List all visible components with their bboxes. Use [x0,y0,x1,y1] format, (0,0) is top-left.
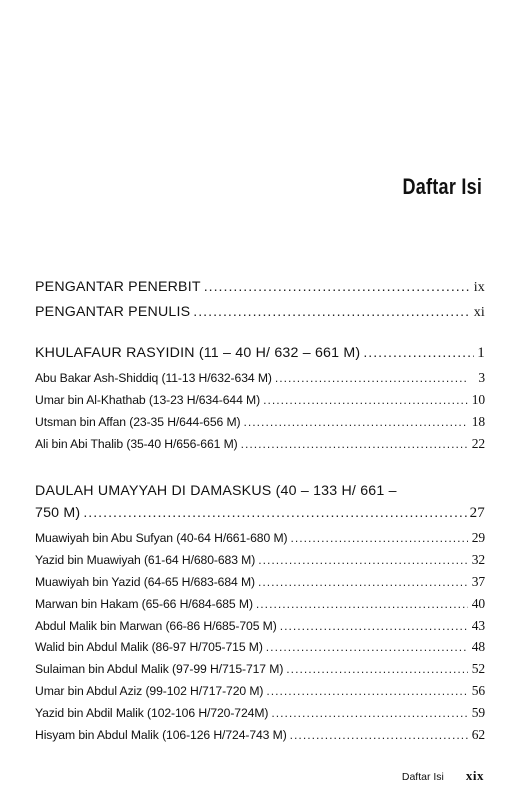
toc-entry-page: 18 [471,413,485,429]
toc-entry-title: Muawiyah bin Abu Sufyan (40-64 H/661-680 M) [35,531,288,545]
toc-entry-page: 40 [471,595,485,611]
toc-entry-title: Hisyam bin Abdul Malik (106-126 H/724-743 M) [35,728,287,743]
dot-leader [363,345,474,361]
toc-entry [35,639,485,661]
section-khulafaur-rasyidin [35,345,485,458]
page-title: Daftar Isi [402,174,482,199]
section-heading [35,345,485,370]
toc-entry [35,618,485,640]
dot-leader [290,531,468,545]
toc-entry-page: 62 [471,727,485,743]
toc-entry [35,552,485,574]
dot-leader [286,662,468,676]
section-daulah-umayyah [35,483,485,749]
toc-entry-page: 59 [471,705,485,721]
toc-entry [35,279,485,304]
toc-entry-page: 3 [478,370,485,385]
toc-entry-title: Abu Bakar Ash-Shiddiq (11-13 H/632-634 M) [35,371,272,385]
toc-entry [35,705,485,727]
toc-entry [35,661,485,683]
toc-entry-title: Sulaiman bin Abdul Malik (97-99 H/715-717 M) [35,662,284,677]
toc-entry [35,727,485,749]
toc-entry-title: Umar bin Al-Khathab (13-23 H/634-644 M) [35,392,261,407]
dot-leader [258,575,468,589]
section-heading [35,483,485,530]
toc-entry-title: Yazid bin Muawiyah (61-64 H/680-683 M) [35,552,256,567]
toc-entry-title: PENGANTAR PENERBIT [35,279,201,295]
dot-leader [280,619,468,633]
dot-leader [266,684,468,698]
dot-leader [266,640,468,654]
toc-entry-title: Ali bin Abi Thalib (35-40 H/656-661 M) [35,436,238,451]
toc-entry [35,683,485,705]
toc-entry-title: Walid bin Abdul Malik (86-97 H/705-715 M) [35,640,263,655]
toc-entry [35,370,485,392]
toc-entry [35,574,485,596]
toc-entry-page: 32 [471,551,485,567]
section-title: KHULAFAUR RASYIDIN (11 – 40 H/ 632 – 661 M) [35,345,361,361]
dot-leader [258,553,468,567]
toc-entry-page: 10 [471,391,485,407]
section-entries [35,530,485,749]
dot-leader [275,371,468,385]
toc-entry-page: 48 [471,639,485,655]
dot-leader [241,437,468,451]
section-title-line-1: DAULAH UMAYYAH DI DAMASKUS (40 – 133 H/ 661 – [35,483,397,499]
dot-leader [271,706,468,720]
dot-leader [83,505,466,521]
toc-entry-page: 22 [471,435,485,451]
toc-entry-title: Yazid bin Abdil Malik (102-106 H/720-724M) [35,706,269,721]
dot-leader [244,415,468,429]
toc-entry-title: Muawiyah bin Yazid (64-65 H/683-684 M) [35,574,255,589]
toc-entry [35,436,485,458]
dot-leader [290,728,468,742]
toc-entry-page: 29 [471,530,485,545]
toc-entry-title: Umar bin Abdul Aziz (99-102 H/717-720 M) [35,684,264,699]
section-title-line-2: 750 M) [35,505,81,521]
section-page: 1 [477,345,485,361]
toc-entry-title: Abdul Malik bin Marwan (66-86 H/685-705 M) [35,618,277,633]
toc-entry [35,304,485,329]
toc-entry-page: 52 [471,661,485,677]
running-footer-label: Daftar Isi [401,771,444,783]
dot-leader [193,304,470,320]
toc-entry [35,596,485,618]
toc-entry-page: 56 [471,683,485,699]
section-entries [35,370,485,458]
page-number: xix [465,768,484,783]
dot-leader [204,279,471,295]
toc-entry-title: Marwan bin Hakam (65-66 H/684-685 M) [35,596,253,611]
section-title-line-2-row [35,505,485,530]
toc-entry [35,414,485,436]
toc-entry [35,530,485,552]
toc-entry-page: 37 [471,573,485,589]
dot-leader [256,597,468,611]
toc-entry-title: PENGANTAR PENULIS [35,304,191,320]
toc-entry [35,392,485,414]
front-matter-list [35,279,485,329]
page-footer [402,768,484,784]
toc-entry-page: 43 [471,617,485,633]
section-page: 27 [469,505,485,521]
toc-entry-title: Utsman bin Affan (23-35 H/644-656 M) [35,414,241,429]
toc-entry-page: xi [473,305,485,320]
toc-entry-page: ix [473,280,485,295]
dot-leader [263,393,468,407]
